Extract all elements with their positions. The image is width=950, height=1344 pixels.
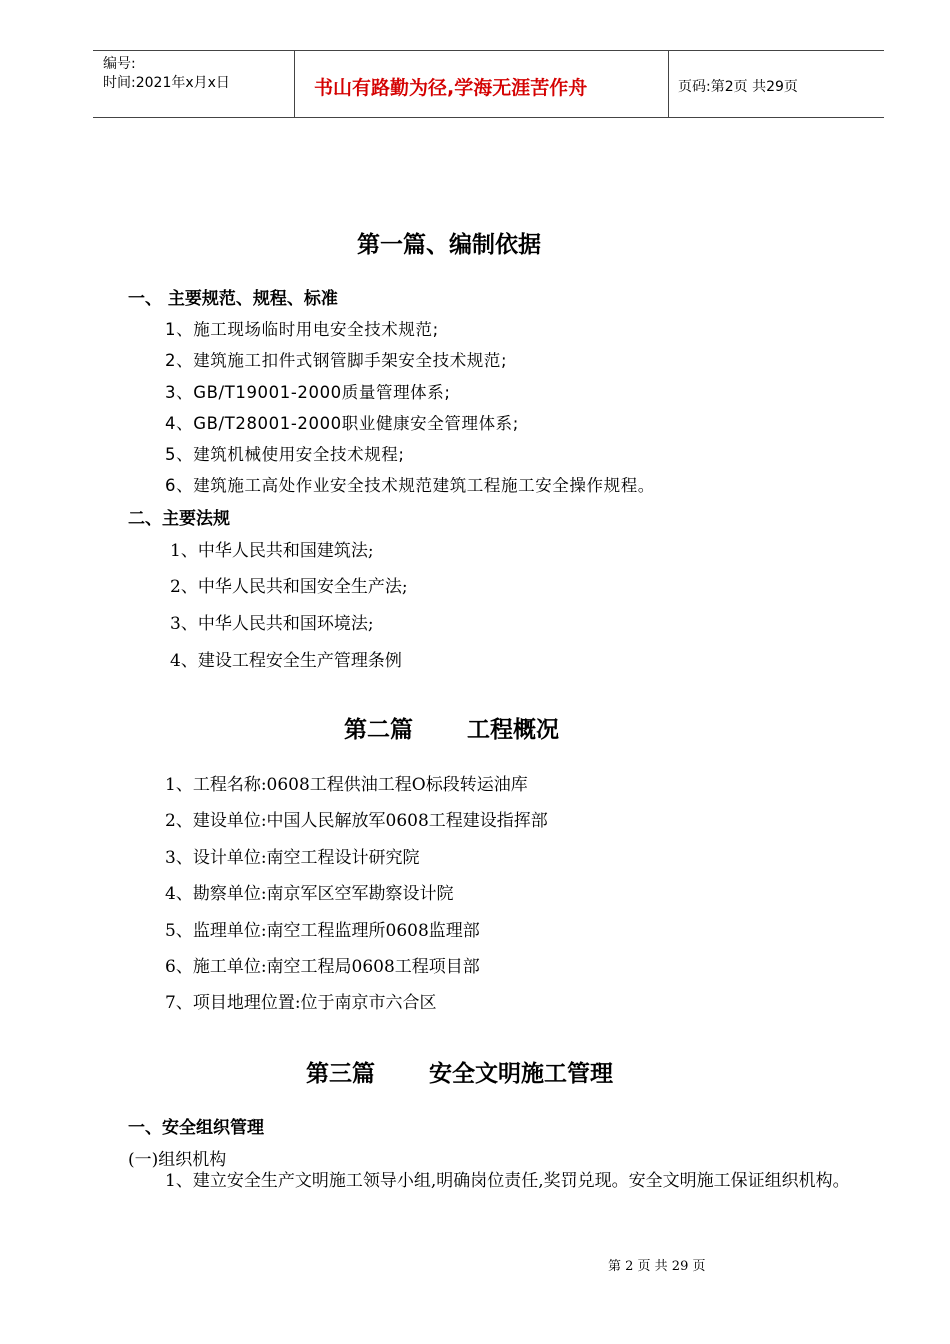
- part3-title-text: 安全文明施工管理: [429, 1061, 613, 1087]
- list-item: 4、建设工程安全生产管理条例: [170, 651, 402, 671]
- part2-title-number: 第二篇: [344, 717, 413, 743]
- list-item: 5、监理单位:南空工程监理所0608监理部: [165, 921, 480, 941]
- header-number-label: 编号:: [103, 56, 136, 72]
- list-item: 1、工程名称:0608工程供油工程O标段转运油库: [165, 775, 528, 795]
- list-item: 1、中华人民共和国建筑法;: [170, 541, 374, 561]
- list-item: 2、建设单位:中国人民解放军0608工程建设指挥部: [165, 811, 548, 831]
- part1-section1-title: 一、 主要规范、规程、标准: [128, 289, 338, 309]
- list-item: 6、建筑施工高处作业安全技术规范建筑工程施工安全操作规程。: [165, 476, 655, 495]
- header-time-label: 时间:2021年x月x日: [103, 75, 230, 91]
- list-item: 2、中华人民共和国安全生产法;: [170, 577, 408, 597]
- list-item: 1、施工现场临时用电安全技术规范;: [165, 320, 439, 339]
- list-item: 2、建筑施工扣件式钢管脚手架安全技术规范;: [165, 351, 508, 370]
- part3-title: [306, 1055, 613, 1088]
- part2-title-text: 工程概况: [467, 717, 559, 743]
- list-item: 3、设计单位:南空工程设计研究院: [165, 848, 420, 868]
- part1-title: 第一篇、编制依据: [357, 232, 541, 258]
- header-page-label: 页码:第2页 共29页: [678, 79, 798, 95]
- header-motto: 书山有路勤为径,学海无涯苦作舟: [314, 77, 588, 99]
- part2-title: [344, 711, 559, 744]
- list-item: 4、勘察单位:南京军区空军勘察设计院: [165, 884, 454, 904]
- list-item: 4、GB/T28001-2000职业健康安全管理体系;: [165, 414, 519, 433]
- header-divider-right: [668, 51, 669, 117]
- part1-section2-title: 二、主要法规: [128, 509, 230, 529]
- list-item: 3、GB/T19001-2000质量管理体系;: [165, 383, 451, 402]
- part3-subsection-title: (一)组织机构: [128, 1150, 227, 1170]
- paragraph-text: 1、建立安全生产文明施工领导小组,明确岗位责任,奖罚兑现。安全文明施工保证组织机构。: [165, 1171, 850, 1191]
- part3-section1-title: 一、安全组织管理: [128, 1118, 264, 1138]
- list-item: 3、中华人民共和国环境法;: [170, 614, 374, 634]
- header-top-rule: [93, 50, 884, 51]
- list-item: 7、项目地理位置:位于南京市六合区: [165, 993, 437, 1013]
- part3-title-number: 第三篇: [306, 1061, 375, 1087]
- page-footer: 第 2 页 共 29 页: [608, 1259, 706, 1274]
- header-divider-left: [294, 51, 295, 117]
- list-item: 5、建筑机械使用安全技术规程;: [165, 445, 405, 464]
- header-bottom-rule: [93, 117, 884, 118]
- list-item: 6、施工单位:南空工程局0608工程项目部: [165, 957, 480, 977]
- part3-paragraph: [128, 1167, 853, 1195]
